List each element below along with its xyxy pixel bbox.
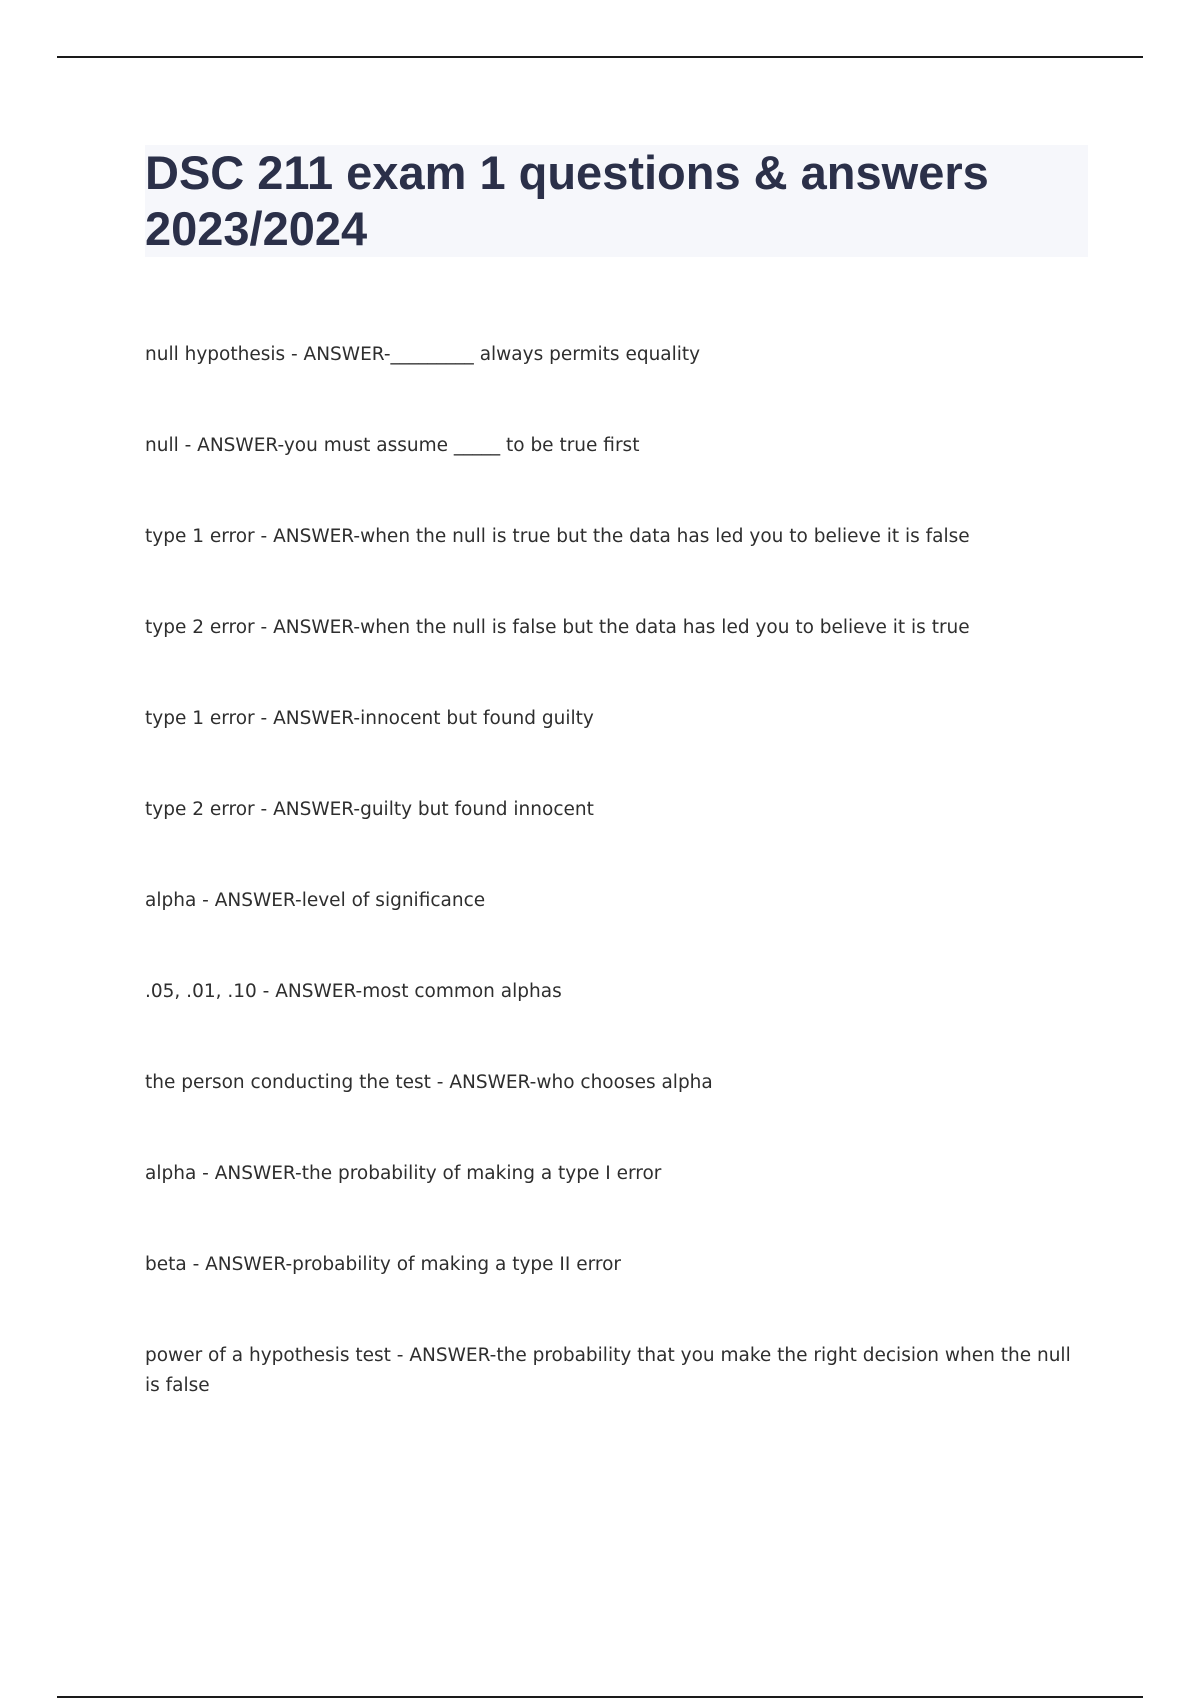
qa-item: null - ANSWER-you must assume _____ to be true first (145, 435, 640, 456)
qa-item: beta - ANSWER-probability of making a type II error (145, 1254, 622, 1275)
qa-item: null hypothesis - ANSWER-_________ always permits equality (145, 344, 701, 365)
page-title: DSC 211 exam 1 questions & answers 2023/2024 (145, 146, 989, 255)
top-rule (57, 56, 1143, 58)
qa-item: type 2 error - ANSWER-when the null is false but the data has led you to believe it is true (145, 617, 970, 638)
qa-item: power of a hypothesis test - ANSWER-the probability that you make the right decision when the null is false (145, 1345, 1071, 1396)
qa-item: .05, .01, .10 - ANSWER-most common alphas (145, 981, 562, 1002)
qa-item: the person conducting the test - ANSWER-who chooses alpha (145, 1072, 713, 1093)
title-block (145, 145, 1088, 257)
qa-item: type 1 error - ANSWER-when the null is true but the data has led you to believe it is false (145, 526, 970, 547)
qa-item: type 2 error - ANSWER-guilty but found innocent (145, 799, 594, 820)
qa-item: alpha - ANSWER-the probability of making a type I error (145, 1163, 662, 1184)
qa-list (145, 340, 1080, 1432)
qa-item: alpha - ANSWER-level of significance (145, 890, 486, 911)
bottom-rule (57, 1696, 1143, 1698)
qa-item: type 1 error - ANSWER-innocent but found guilty (145, 708, 594, 729)
